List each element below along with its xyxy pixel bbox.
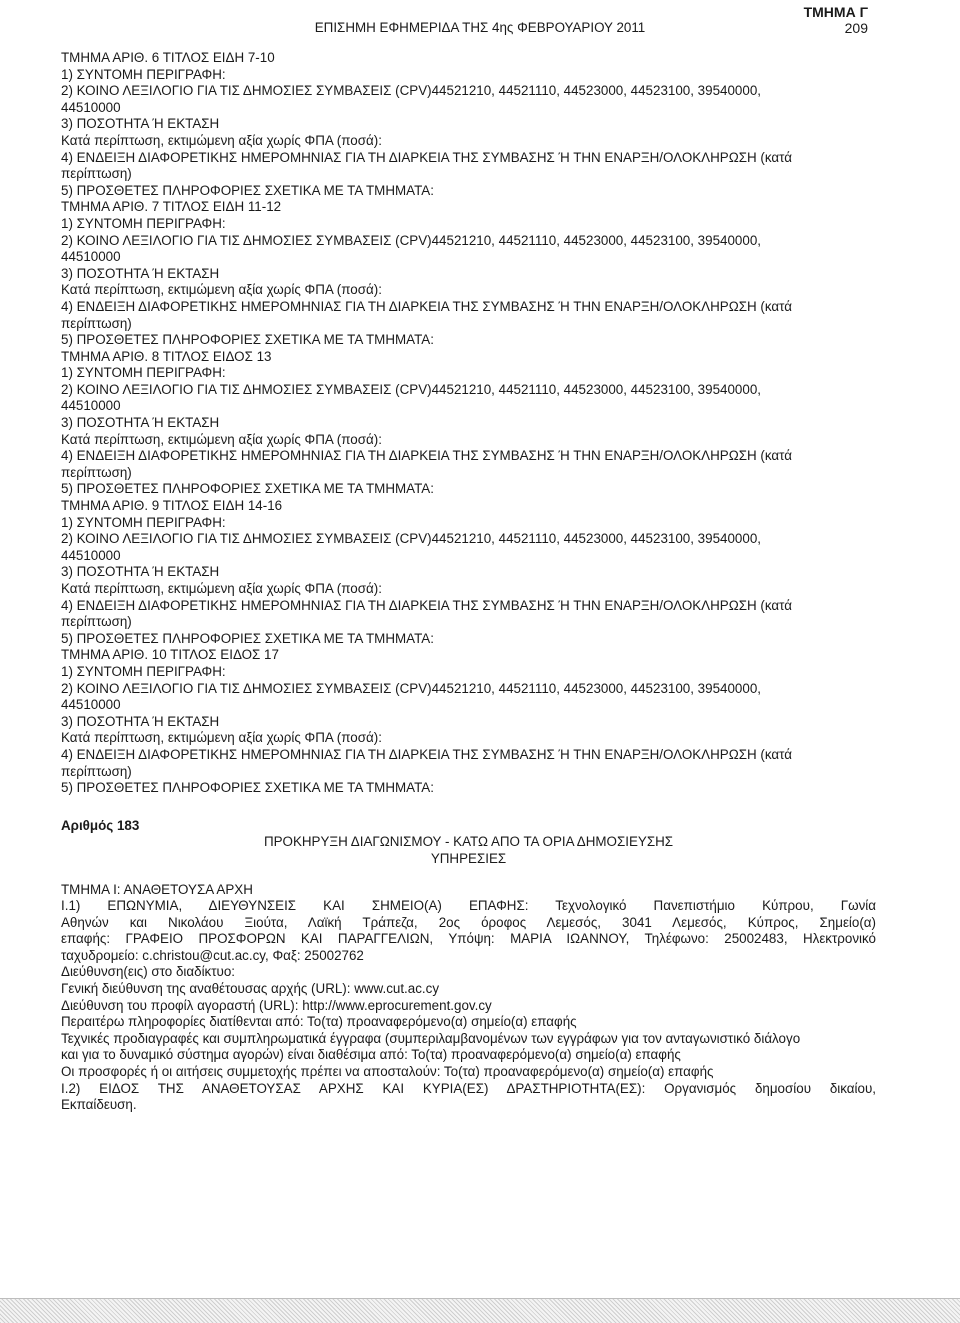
authority-type-line: Ι.2) ΕΙΔΟΣ ΤΗΣ ΑΝΑΘΕΤΟΥΣΑΣ ΑΡΧΗΣ ΚΑΙ ΚΥΡΙΑ(ΕΣ) ΔΡΑΣΤΗΡΙΟΤΗΤΑ(ΕΣ): Οργανισμός δημοσίου δικαίου, bbox=[61, 1080, 876, 1096]
authority-type-cont: Εκπαίδευση. bbox=[61, 1097, 137, 1113]
lot-cpv: 2) ΚΟΙΝΟ ΛΕΞΙΛΟΓΙΟ ΓΙΑ ΤΙΣ ΔΗΜΟΣΙΕΣ ΣΥΜΒΑΣΕΙΣ (CPV)44521210, 44521110, 44523000, 44523100, 39540000, bbox=[61, 381, 761, 397]
lot-heading: ΤΜΗΜΑ ΑΡΙΘ. 7 ΤΙΤΛΟΣ ΕΙΔΗ 11-12 bbox=[61, 199, 282, 215]
more-info-line: Περαιτέρω πληροφορίες διατίθενται από: Το(τα) προαναφερόμενο(α) σημείο(α) επαφής bbox=[61, 1014, 577, 1030]
lot-heading: ΤΜΗΜΑ ΑΡΙΘ. 10 ΤΙΤΛΟΣ ΕΙΔΟΣ 17 bbox=[61, 647, 279, 663]
lot-duration-cont: περίπτωση) bbox=[61, 763, 132, 779]
lot-cpv-cont: 44510000 bbox=[61, 697, 121, 713]
lot-duration: 4) ΕΝΔΕΙΞΗ ΔΙΑΦΟΡΕΤΙΚΗΣ ΗΜΕΡΟΜΗΝΙΑΣ ΓΙΑ ΤΗ ΔΙΑΡΚΕΙΑ ΤΗΣ ΣΥΜΒΑΣΗΣ Ή ΤΗΝ ΕΝΑΡΞΗ/ΟΛΟΚΛΗΡΩΣΗ (κατά bbox=[61, 746, 792, 762]
lot-additional-info: 5) ΠΡΟΣΘΕΤΕΣ ΠΛΗΡΟΦΟΡΙΕΣ ΣΧΕΤΙΚΑ ΜΕ ΤΑ ΤΜΗΜΑΤΑ: bbox=[61, 630, 434, 646]
lot-value: Κατά περίπτωση, εκτιμώμενη αξία χωρίς ΦΠΑ (ποσά): bbox=[61, 282, 382, 298]
lot-additional-info: 5) ΠΡΟΣΘΕΤΕΣ ΠΛΗΡΟΦΟΡΙΕΣ ΣΧΕΤΙΚΑ ΜΕ ΤΑ ΤΜΗΜΑΤΑ: bbox=[61, 182, 434, 198]
lot-heading: ΤΜΗΜΑ ΑΡΙΘ. 9 ΤΙΤΛΟΣ ΕΙΔΗ 14-16 bbox=[61, 498, 283, 514]
scan-footer-strip bbox=[0, 1298, 960, 1323]
lot-duration: 4) ΕΝΔΕΙΞΗ ΔΙΑΦΟΡΕΤΙΚΗΣ ΗΜΕΡΟΜΗΝΙΑΣ ΓΙΑ ΤΗ ΔΙΑΡΚΕΙΑ ΤΗΣ ΣΥΜΒΑΣΗΣ Ή ΤΗΝ ΕΝΑΡΞΗ/ΟΛΟΚΛΗΡΩΣΗ (κατά bbox=[61, 149, 792, 165]
lot-duration: 4) ΕΝΔΕΙΞΗ ΔΙΑΦΟΡΕΤΙΚΗΣ ΗΜΕΡΟΜΗΝΙΑΣ ΓΙΑ ΤΗ ΔΙΑΡΚΕΙΑ ΤΗΣ ΣΥΜΒΑΣΗΣ Ή ΤΗΝ ΕΝΑΡΞΗ/ΟΛΟΚΛΗΡΩΣΗ (κατά bbox=[61, 298, 792, 314]
lot-duration-cont: περίπτωση) bbox=[61, 166, 132, 182]
notice-number: Αριθμός 183 bbox=[61, 817, 140, 833]
contact-line: Ι.1) ΕΠΩΝΥΜΙΑ, ΔΙΕΥΘΥΝΣΕΙΣ ΚΑΙ ΣΗΜΕΙΟ(Α) ΕΠΑΦΗΣ: Τεχνολογικό Πανεπιστήμιο Κύπρου, Γωνία bbox=[61, 898, 876, 914]
lot-short-description: 1) ΣΥΝΤΟΜΗ ΠΕΡΙΓΡΑΦΗ: bbox=[61, 215, 226, 231]
lot-block bbox=[61, 199, 876, 348]
lot-short-description: 1) ΣΥΝΤΟΜΗ ΠΕΡΙΓΡΑΦΗ: bbox=[61, 365, 226, 381]
lot-duration: 4) ΕΝΔΕΙΞΗ ΔΙΑΦΟΡΕΤΙΚΗΣ ΗΜΕΡΟΜΗΝΙΑΣ ΓΙΑ ΤΗ ΔΙΑΡΚΕΙΑ ΤΗΣ ΣΥΜΒΑΣΗΣ Ή ΤΗΝ ΕΝΑΡΞΗ/ΟΛΟΚΛΗΡΩΣΗ (κατά bbox=[61, 448, 792, 464]
lot-value: Κατά περίπτωση, εκτιμώμενη αξία χωρίς ΦΠΑ (ποσά): bbox=[61, 581, 382, 596]
lot-block bbox=[61, 647, 876, 796]
lot-quantity: 3) ΠΟΣΟΤΗΤΑ Ή ΕΚΤΑΣΗ bbox=[61, 116, 220, 132]
section-heading: ΤΜΗΜΑ Ι: ΑΝΑΘΕΤΟΥΣΑ ΑΡΧΗ bbox=[61, 881, 253, 897]
web-addresses-heading: Διεύθυνση(εις) στο διαδίκτυο: bbox=[61, 964, 236, 980]
specs-line: Τεχνικές προδιαγραφές και συμπληρωματικά έγγραφα (συμπεριλαμβανομένων των εγγράφων για τον ανταγωνιστικό διάλογο bbox=[61, 1030, 801, 1046]
lot-duration: 4) ΕΝΔΕΙΞΗ ΔΙΑΦΟΡΕΤΙΚΗΣ ΗΜΕΡΟΜΗΝΙΑΣ ΓΙΑ ΤΗ ΔΙΑΡΚΕΙΑ ΤΗΣ ΣΥΜΒΑΣΗΣ Ή ΤΗΝ ΕΝΑΡΞΗ/ΟΛΟΚΛΗΡΩΣΗ (κατά bbox=[61, 597, 792, 613]
gazette-header: ΕΠΙΣΗΜΗ ΕΦΗΜΕΡΙΔΑ ΤΗΣ 4ης ΦΕΒΡΟΥΑΡΙΟΥ 2011 bbox=[314, 20, 646, 35]
contact-line: Αθηνών και Νικολάου Ξιούτα, Λαϊκή Τράπεζα, 2ος όροφος Λεμεσός, 3041 Λεμεσός, Κύπρος, Σημείο(α) bbox=[61, 914, 876, 930]
lot-heading: ΤΜΗΜΑ ΑΡΙΘ. 8 ΤΙΤΛΟΣ ΕΙΔΟΣ 13 bbox=[61, 348, 272, 364]
lot-duration-cont: περίπτωση) bbox=[61, 464, 132, 480]
lot-value: Κατά περίπτωση, εκτιμώμενη αξία χωρίς ΦΠΑ (ποσά): bbox=[61, 431, 382, 447]
lot-short-description: 1) ΣΥΝΤΟΜΗ ΠΕΡΙΓΡΑΦΗ: bbox=[61, 66, 226, 82]
specs-line-cont: και για το δυναμικό σύστημα αγορών) είναι διαθέσιμα από: Το(τα) προαναφερόμενο(α) σημείο(α) επαφής bbox=[61, 1047, 681, 1063]
notice-title: ΠΡΟΚΗΡΥΞΗ ΔΙΑΓΩΝΙΣΜΟΥ - ΚΑΤΩ ΑΠΟ ΤΑ ΟΡΙΑ ΔΗΜΟΣΙΕΥΣΗΣ bbox=[263, 834, 674, 850]
lot-cpv-cont: 44510000 bbox=[61, 398, 121, 414]
lot-block bbox=[61, 349, 876, 498]
lot-cpv: 2) ΚΟΙΝΟ ΛΕΞΙΛΟΓΙΟ ΓΙΑ ΤΙΣ ΔΗΜΟΣΙΕΣ ΣΥΜΒΑΣΕΙΣ (CPV)44521210, 44521110, 44523000, 44523100, 39540000, bbox=[61, 531, 761, 547]
lot-quantity: 3) ΠΟΣΟΤΗΤΑ Ή ΕΚΤΑΣΗ bbox=[61, 415, 220, 431]
lot-cpv-cont: 44510000 bbox=[61, 99, 121, 115]
lot-additional-info: 5) ΠΡΟΣΘΕΤΕΣ ΠΛΗΡΟΦΟΡΙΕΣ ΣΧΕΤΙΚΑ ΜΕ ΤΑ ΤΜΗΜΑΤΑ: bbox=[61, 332, 434, 348]
lot-duration-cont: περίπτωση) bbox=[61, 614, 132, 630]
email-fax-line: ταχυδρομείο: c.christou@cut.ac.cy, Φαξ: 25002762 bbox=[61, 947, 364, 963]
lot-cpv: 2) ΚΟΙΝΟ ΛΕΞΙΛΟΓΙΟ ΓΙΑ ΤΙΣ ΔΗΜΟΣΙΕΣ ΣΥΜΒΑΣΕΙΣ (CPV)44521210, 44521110, 44523000, 44523100, 39540000, bbox=[61, 232, 761, 248]
lot-cpv: 2) ΚΟΙΝΟ ΛΕΞΙΛΟΓΙΟ ΓΙΑ ΤΙΣ ΔΗΜΟΣΙΕΣ ΣΥΜΒΑΣΕΙΣ (CPV)44521210, 44521110, 44523000, 44523100, 39540000, bbox=[61, 680, 761, 696]
lot-value: Κατά περίπτωση, εκτιμώμενη αξία χωρίς ΦΠΑ (ποσά): bbox=[61, 730, 382, 746]
buyer-profile-url: Διεύθυνση του προφίλ αγοραστή (URL): http://www.eprocurement.gov.cy bbox=[61, 997, 492, 1013]
lot-additional-info: 5) ΠΡΟΣΘΕΤΕΣ ΠΛΗΡΟΦΟΡΙΕΣ ΣΧΕΤΙΚΑ ΜΕ ΤΑ ΤΜΗΜΑΤΑ: bbox=[61, 780, 434, 796]
section-label: ΤΜΗΜΑ Γ bbox=[803, 4, 868, 20]
notice-title-cont: ΥΠΗΡΕΣΙΕΣ bbox=[430, 850, 507, 866]
lot-block bbox=[61, 50, 876, 199]
lot-duration-cont: περίπτωση) bbox=[61, 315, 132, 331]
lot-heading: ΤΜΗΜΑ ΑΡΙΘ. 6 ΤΙΤΛΟΣ ΕΙΔΗ 7-10 bbox=[61, 50, 275, 65]
lot-cpv-cont: 44510000 bbox=[61, 547, 121, 563]
lot-quantity: 3) ΠΟΣΟΤΗΤΑ Ή ΕΚΤΑΣΗ bbox=[61, 265, 220, 281]
tender-notice bbox=[61, 818, 876, 1114]
document-body bbox=[61, 50, 876, 1114]
lot-quantity: 3) ΠΟΣΟΤΗΤΑ Ή ΕΚΤΑΣΗ bbox=[61, 713, 220, 729]
lot-value: Κατά περίπτωση, εκτιμώμενη αξία χωρίς ΦΠΑ (ποσά): bbox=[61, 132, 382, 148]
lot-additional-info: 5) ΠΡΟΣΘΕΤΕΣ ΠΛΗΡΟΦΟΡΙΕΣ ΣΧΕΤΙΚΑ ΜΕ ΤΑ ΤΜΗΜΑΤΑ: bbox=[61, 481, 434, 497]
lot-block bbox=[61, 498, 876, 647]
contact-line: επαφής: ΓΡΑΦΕΙΟ ΠΡΟΣΦΟΡΩΝ ΚΑΙ ΠΑΡΑΓΓΕΛΙΩΝ, Υπόψη: ΜΑΡΙΑ ΙΩΑΝΝΟΥ, Τηλέφωνο: 25002483, Ηλεκτρονικό bbox=[61, 931, 876, 947]
lot-short-description: 1) ΣΥΝΤΟΜΗ ΠΕΡΙΓΡΑΦΗ: bbox=[61, 514, 226, 530]
page-number: 209 bbox=[844, 20, 868, 36]
lot-cpv: 2) ΚΟΙΝΟ ΛΕΞΙΛΟΓΙΟ ΓΙΑ ΤΙΣ ΔΗΜΟΣΙΕΣ ΣΥΜΒΑΣΕΙΣ (CPV)44521210, 44521110, 44523000, 44523100, 39540000, bbox=[61, 83, 761, 99]
tenders-to-line: Οι προσφορές ή οι αιτήσεις συμμετοχής πρέπει να αποσταλούν: Το(τα) προαναφερόμενο(α) σημείο(α) επαφής bbox=[61, 1064, 714, 1080]
lot-quantity: 3) ΠΟΣΟΤΗΤΑ Ή ΕΚΤΑΣΗ bbox=[61, 564, 220, 580]
general-url: Γενική διεύθυνση της αναθέτουσας αρχής (URL): www.cut.ac.cy bbox=[61, 981, 440, 997]
lot-short-description: 1) ΣΥΝΤΟΜΗ ΠΕΡΙΓΡΑΦΗ: bbox=[61, 663, 226, 679]
lot-cpv-cont: 44510000 bbox=[61, 249, 121, 265]
